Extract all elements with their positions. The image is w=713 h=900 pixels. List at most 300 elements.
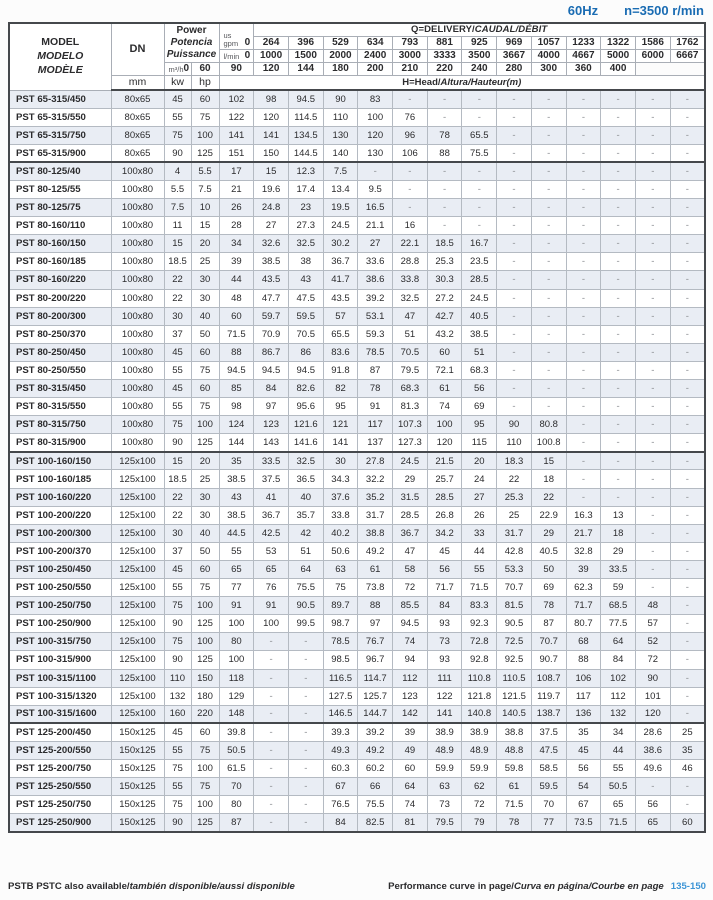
head-value: 53 [254, 542, 289, 560]
head-value: 121 [323, 416, 358, 434]
head-value: 57 [323, 307, 358, 325]
head-value: 79 [462, 814, 497, 832]
flow-value: 529 [323, 36, 358, 49]
flow-value: 240 [462, 62, 497, 75]
head-value: 83 [358, 90, 393, 108]
dn-value: 150x125 [111, 741, 164, 759]
head-value: 48 [219, 289, 254, 307]
head-value: 87 [358, 361, 393, 379]
head-value: 19.6 [254, 180, 289, 198]
head-value: 60 [427, 343, 462, 361]
head-value: 81 [393, 814, 428, 832]
head-value: 99.5 [288, 615, 323, 633]
head-value: 60.3 [323, 759, 358, 777]
dn-column-header: DN [111, 23, 164, 75]
head-value: - [497, 199, 532, 217]
flow-value: 2400 [358, 49, 393, 62]
power-hp-value: 25 [191, 470, 219, 488]
head-value: 59.5 [531, 778, 566, 796]
head-value: - [427, 108, 462, 126]
power-hp-value: 100 [191, 597, 219, 615]
power-kw-value: 90 [164, 651, 191, 669]
head-value: - [601, 144, 636, 162]
dn-value: 125x100 [111, 488, 164, 506]
spec-row [9, 597, 705, 615]
head-value: - [670, 470, 705, 488]
power-kw-value: 15 [164, 452, 191, 470]
head-value: - [670, 416, 705, 434]
head-value: - [497, 307, 532, 325]
dn-value: 150x125 [111, 796, 164, 814]
flow-value: 6667 [670, 49, 705, 62]
model-name: PST 80-125/40 [9, 162, 111, 180]
head-value: 64 [393, 778, 428, 796]
spec-row [9, 705, 705, 723]
model-name: PST 100-200/220 [9, 506, 111, 524]
head-value: - [566, 144, 601, 162]
head-value: - [254, 796, 289, 814]
head-value: 70.7 [497, 579, 532, 597]
head-value: - [601, 452, 636, 470]
flow-value: 3000 [393, 49, 428, 62]
power-label-en: Power [176, 25, 207, 37]
head-value: 95 [323, 398, 358, 416]
head-value: 27 [462, 488, 497, 506]
spec-row [9, 615, 705, 633]
head-value: - [566, 343, 601, 361]
model-name: PST 125-250/550 [9, 778, 111, 796]
flow-value: 200 [358, 62, 393, 75]
head-value: 18 [531, 470, 566, 488]
head-value: - [635, 162, 670, 180]
power-column-header [164, 23, 219, 62]
head-value: - [427, 162, 462, 180]
spec-row [9, 814, 705, 832]
head-value: 43.2 [427, 325, 462, 343]
head-value: - [670, 253, 705, 271]
head-value: 141 [427, 705, 462, 723]
head-value: 49.2 [358, 542, 393, 560]
dn-value: 125x100 [111, 524, 164, 542]
head-value: - [670, 325, 705, 343]
head-value: - [670, 651, 705, 669]
head-value: - [497, 253, 532, 271]
head-value: 61 [358, 560, 393, 578]
head-value: - [670, 488, 705, 506]
power-kw-value: 22 [164, 271, 191, 289]
model-name: PST 80-250/450 [9, 343, 111, 361]
head-value: - [670, 180, 705, 198]
head-value: 59.5 [288, 307, 323, 325]
head-value: 78 [531, 597, 566, 615]
head-value: - [635, 560, 670, 578]
model-name: PST 100-160/150 [9, 452, 111, 470]
flow-value: 969 [497, 36, 532, 49]
head-value: 124 [219, 416, 254, 434]
head-value: - [462, 199, 497, 217]
head-value: - [462, 108, 497, 126]
head-value: - [566, 108, 601, 126]
flow-value: 396 [288, 36, 323, 49]
dn-value: 100x80 [111, 235, 164, 253]
head-value: 136 [566, 705, 601, 723]
head-value: - [601, 217, 636, 235]
head-value: 70.7 [531, 633, 566, 651]
head-value: 16.7 [462, 235, 497, 253]
head-value: 100 [427, 416, 462, 434]
head-value: - [531, 217, 566, 235]
head-value: 56 [566, 759, 601, 777]
head-value: - [497, 398, 532, 416]
power-kw-value: 132 [164, 687, 191, 705]
head-value: 25.3 [497, 488, 532, 506]
model-name: PST 125-250/750 [9, 796, 111, 814]
head-value: 13.4 [323, 180, 358, 198]
head-value: - [497, 180, 532, 198]
head-value: 58 [393, 560, 428, 578]
head-value: - [497, 144, 532, 162]
head-value: 38 [288, 253, 323, 271]
head-value: 72 [393, 579, 428, 597]
head-value: 117 [358, 416, 393, 434]
head-value: - [531, 108, 566, 126]
head-value: 137 [358, 434, 393, 452]
head-value: - [670, 796, 705, 814]
head-value: 96 [393, 126, 428, 144]
head-value: - [566, 90, 601, 108]
head-value: 53.1 [358, 307, 393, 325]
head-value: 75.5 [462, 144, 497, 162]
spec-row [9, 488, 705, 506]
head-value: - [497, 108, 532, 126]
flow-value: 120 [254, 62, 289, 75]
head-value: 76.5 [323, 796, 358, 814]
head-value: - [635, 199, 670, 217]
head-value: 90.7 [531, 651, 566, 669]
head-value: - [531, 90, 566, 108]
head-value: 49.6 [635, 759, 670, 777]
head-value: - [288, 669, 323, 687]
head-value: 90 [635, 669, 670, 687]
model-label-es: MODELO [37, 49, 84, 62]
head-value: 132 [601, 705, 636, 723]
head-value: - [635, 579, 670, 597]
power-hp-value: 125 [191, 144, 219, 162]
head-value: 92.3 [462, 615, 497, 633]
head-value: 18.5 [427, 235, 462, 253]
head-value: 43.5 [323, 289, 358, 307]
head-value: 93 [427, 615, 462, 633]
head-value: - [566, 271, 601, 289]
head-value: 33 [462, 524, 497, 542]
head-value: 84 [323, 814, 358, 832]
head-value: 130 [323, 126, 358, 144]
head-value: - [531, 126, 566, 144]
head-value: 41.7 [323, 271, 358, 289]
dn-value: 80x65 [111, 90, 164, 108]
head-value: 77 [219, 579, 254, 597]
head-value: - [635, 217, 670, 235]
head-value: 48.9 [462, 741, 497, 759]
head-value: - [635, 271, 670, 289]
power-kw-value: 75 [164, 796, 191, 814]
spec-row [9, 506, 705, 524]
dn-value: 125x100 [111, 705, 164, 723]
head-value: 47.5 [288, 289, 323, 307]
dn-value: 125x100 [111, 687, 164, 705]
head-value: 88 [566, 651, 601, 669]
head-value: 71.7 [566, 597, 601, 615]
head-value: 24.5 [393, 452, 428, 470]
head-value: 98 [254, 90, 289, 108]
head-value: 118 [219, 669, 254, 687]
head-value: - [635, 253, 670, 271]
spec-row [9, 416, 705, 434]
head-value: 19.5 [323, 199, 358, 217]
head-value: - [635, 235, 670, 253]
head-value: 123 [254, 416, 289, 434]
head-value: 42.8 [497, 542, 532, 560]
model-name: PST 100-250/900 [9, 615, 111, 633]
spec-row [9, 361, 705, 379]
head-value: 43 [219, 488, 254, 506]
head-value: 38.6 [635, 741, 670, 759]
head-value: - [601, 271, 636, 289]
flow-value: 5000 [601, 49, 636, 62]
head-value: 79.5 [427, 814, 462, 832]
head-value: 32.5 [288, 452, 323, 470]
flow-value: 6000 [635, 49, 670, 62]
dn-value: 125x100 [111, 615, 164, 633]
power-hp-value: 30 [191, 289, 219, 307]
head-value: 90 [323, 90, 358, 108]
head-value: - [601, 180, 636, 198]
head-value: - [566, 199, 601, 217]
spec-row [9, 180, 705, 198]
head-value: 16.5 [358, 199, 393, 217]
head-value: - [566, 325, 601, 343]
head-value: 36.7 [323, 253, 358, 271]
head-value: 74 [393, 633, 428, 651]
spec-row [9, 542, 705, 560]
power-kw-value: 75 [164, 126, 191, 144]
head-value: - [462, 217, 497, 235]
model-label-fr: MODÈLE [37, 63, 83, 76]
head-value: - [670, 271, 705, 289]
head-value: - [288, 759, 323, 777]
head-value: 78.5 [323, 633, 358, 651]
head-value: 31.7 [497, 524, 532, 542]
head-value: 25 [670, 723, 705, 741]
head-value: 27.3 [288, 217, 323, 235]
model-name: PST 100-250/550 [9, 579, 111, 597]
flow-value: 793 [393, 36, 428, 49]
head-value: - [601, 416, 636, 434]
head-value: - [531, 199, 566, 217]
model-name: PST 80-160/185 [9, 253, 111, 271]
head-value: - [670, 452, 705, 470]
power-hp-value: 30 [191, 271, 219, 289]
head-value: 50.6 [323, 542, 358, 560]
head-value: 78 [427, 126, 462, 144]
power-kw-value: 5.5 [164, 180, 191, 198]
model-name: PST 65-315/900 [9, 144, 111, 162]
model-name: PST 80-315/550 [9, 398, 111, 416]
model-name: PST 100-160/220 [9, 488, 111, 506]
power-hp-value: 75 [191, 361, 219, 379]
head-value: 110.5 [497, 669, 532, 687]
head-value: 17 [219, 162, 254, 180]
frequency-label: 60Hz [567, 3, 599, 18]
head-value: 92.8 [462, 651, 497, 669]
head-value: 90.5 [288, 597, 323, 615]
head-value: 88 [427, 144, 462, 162]
head-value: - [670, 615, 705, 633]
model-name: PST 80-315/450 [9, 380, 111, 398]
power-hp-value: 125 [191, 651, 219, 669]
dn-value: 100x80 [111, 343, 164, 361]
head-value: 64 [601, 633, 636, 651]
power-hp-value: 60 [191, 380, 219, 398]
head-value: - [393, 199, 428, 217]
head-value: 48 [635, 597, 670, 615]
lmin-unit-label: l/min [223, 51, 240, 61]
head-value: - [393, 90, 428, 108]
head-value: 31.7 [358, 506, 393, 524]
power-hp-value: 100 [191, 759, 219, 777]
head-value: 66 [358, 778, 393, 796]
head-value: 90.5 [497, 615, 532, 633]
model-name: PST 80-315/750 [9, 416, 111, 434]
dn-value: 150x125 [111, 814, 164, 832]
head-value: 39.2 [358, 723, 393, 741]
head-value: 32.5 [393, 289, 428, 307]
head-value: 15 [254, 162, 289, 180]
head-value: - [497, 217, 532, 235]
head-value: 85.5 [393, 597, 428, 615]
head-value: 65 [635, 814, 670, 832]
model-column-header [9, 23, 111, 90]
head-value: 78.5 [358, 343, 393, 361]
power-kw-value: 22 [164, 506, 191, 524]
head-value: 72 [462, 796, 497, 814]
head-value: 141.6 [288, 434, 323, 452]
head-value: 43 [288, 271, 323, 289]
model-label-en: MODEL [41, 35, 80, 48]
head-value: 148 [219, 705, 254, 723]
head-value: 34.2 [427, 524, 462, 542]
head-value: 83.3 [462, 597, 497, 615]
head-value: - [635, 108, 670, 126]
head-value: 91 [219, 597, 254, 615]
head-value: - [531, 343, 566, 361]
power-hp-value: 180 [191, 687, 219, 705]
head-value: 61.5 [219, 759, 254, 777]
head-value: - [635, 398, 670, 416]
model-name: PST 80-160/220 [9, 271, 111, 289]
power-hp-value: 100 [191, 633, 219, 651]
model-name: PST 125-250/900 [9, 814, 111, 832]
head-value: 73.8 [358, 579, 393, 597]
head-value: 44 [601, 741, 636, 759]
head-value: 7.5 [323, 162, 358, 180]
head-value: - [566, 126, 601, 144]
head-value: - [601, 162, 636, 180]
frequency-speed-note [568, 3, 704, 18]
head-value: - [427, 199, 462, 217]
head-value: - [601, 108, 636, 126]
head-value: 48.9 [427, 741, 462, 759]
head-value: 80.8 [531, 416, 566, 434]
head-value: - [670, 579, 705, 597]
head-value: 49.2 [358, 741, 393, 759]
head-value: - [670, 524, 705, 542]
power-hp-value: 100 [191, 416, 219, 434]
head-value: 39.8 [219, 723, 254, 741]
head-value: - [635, 470, 670, 488]
head-value: - [254, 651, 289, 669]
dn-value: 100x80 [111, 325, 164, 343]
dn-value: 100x80 [111, 217, 164, 235]
flow-value: 4667 [566, 49, 601, 62]
lmin-unit-cell [219, 49, 254, 62]
head-value: 143 [254, 434, 289, 452]
head-value: 27 [254, 217, 289, 235]
head-value: 141 [219, 126, 254, 144]
spec-row [9, 778, 705, 796]
power-kw-value: 75 [164, 633, 191, 651]
head-value: 91 [254, 597, 289, 615]
head-value: 21.7 [566, 524, 601, 542]
spec-row [9, 217, 705, 235]
power-kw-value: 37 [164, 542, 191, 560]
head-value: 55 [219, 542, 254, 560]
head-value: 32.5 [288, 235, 323, 253]
head-value: - [288, 705, 323, 723]
flow-value: 300 [531, 62, 566, 75]
power-kw-value: 75 [164, 597, 191, 615]
head-value: - [601, 343, 636, 361]
dn-value: 125x100 [111, 560, 164, 578]
head-value: - [288, 723, 323, 741]
head-value: 111 [427, 669, 462, 687]
power-hp-value: 15 [191, 217, 219, 235]
head-value: - [635, 90, 670, 108]
head-value: 68 [566, 633, 601, 651]
head-value: 120 [358, 126, 393, 144]
head-value: - [635, 144, 670, 162]
head-value: 81.3 [393, 398, 428, 416]
power-kw-value: 4 [164, 162, 191, 180]
power-hp-value: 75 [191, 778, 219, 796]
head-value: 39.3 [323, 723, 358, 741]
head-value: - [635, 452, 670, 470]
head-value: - [393, 180, 428, 198]
head-value: 37.5 [254, 470, 289, 488]
power-kw-value: 22 [164, 488, 191, 506]
head-value: 110 [497, 434, 532, 452]
head-value: 144.7 [358, 705, 393, 723]
head-value: 150 [254, 144, 289, 162]
head-value: 28.5 [427, 488, 462, 506]
head-value: 35.2 [358, 488, 393, 506]
head-value: 35 [566, 723, 601, 741]
model-name: PST 80-125/55 [9, 180, 111, 198]
head-value: 100 [219, 615, 254, 633]
power-kw-value: 37 [164, 325, 191, 343]
head-value: 134.5 [288, 126, 323, 144]
power-kw-value: 55 [164, 579, 191, 597]
